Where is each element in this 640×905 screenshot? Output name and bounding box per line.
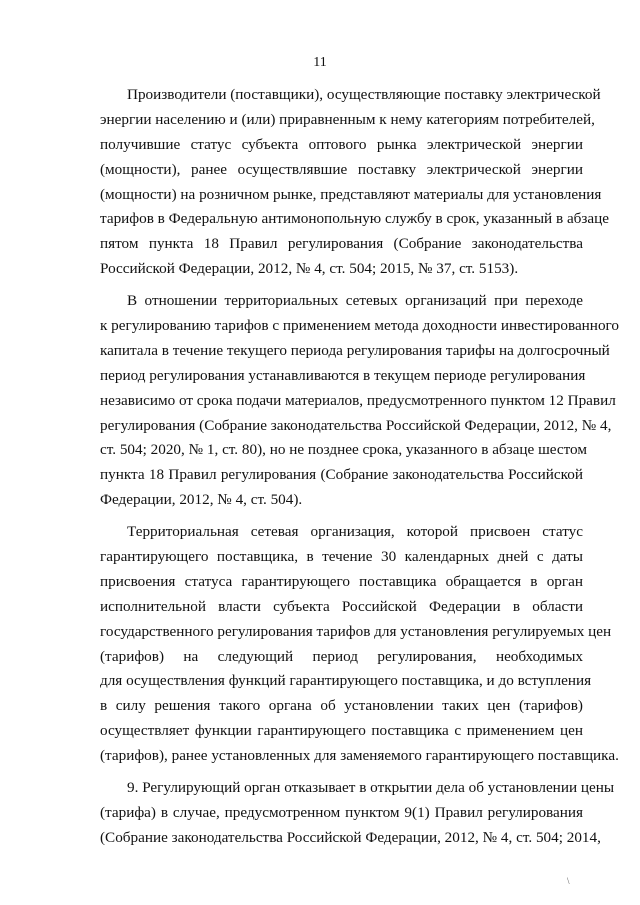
- text-line: к регулированию тарифов с применением метода доходности инвестированного: [100, 317, 619, 335]
- text-line: осуществляет функции гарантирующего поставщика с применением цен: [100, 722, 583, 740]
- text-line: капитала в течение текущего периода регулирования тарифы на долгосрочный: [100, 341, 610, 359]
- text-line: В отношении территориальных сетевых организаций при переходе: [127, 292, 583, 310]
- text-line: присвоения статуса гарантирующего поставщика обращается в орган: [100, 572, 583, 590]
- text-line: ст. 504; 2020, № 1, ст. 80), но не позднее срока, указанного в абзаце шестом: [100, 441, 587, 459]
- text-line: 9. Регулирующий орган отказывает в открытии дела об установлении цены: [127, 779, 615, 797]
- text-line: (мощности), ранее осуществлявшие поставку электрической энергии: [100, 160, 583, 178]
- text-line: Российской Федерации, 2012, № 4, ст. 504; 2015, № 37, ст. 5153).: [100, 260, 519, 278]
- text-line: государственного регулирования тарифов для установления регулируемых цен: [100, 622, 612, 640]
- text-line: период регулирования устанавливаются в текущем периоде регулирования: [100, 366, 586, 384]
- text-line: (Собрание законодательства Российской Федерации, 2012, № 4, ст. 504; 2014,: [100, 828, 601, 846]
- text-line: пятом пункта 18 Правил регулирования (Собрание законодательства: [100, 235, 583, 253]
- text-line: независимо от срока подачи материалов, предусмотренного пунктом 12 Правил: [100, 391, 616, 409]
- text-line: Территориальная сетевая организация, которой присвоен статус: [127, 523, 583, 541]
- text-line: Федерации, 2012, № 4, ст. 504).: [100, 491, 303, 509]
- text-line: гарантирующего поставщика, в течение 30 календарных дней с даты: [100, 548, 583, 566]
- text-line: для осуществления функций гарантирующего поставщика, и до вступления: [100, 672, 592, 690]
- document-body: [100, 83, 619, 851]
- text-line: энергии населению и (или) приравненным к нему категориям потребителей,: [100, 110, 595, 128]
- text-line: исполнительной власти субъекта Российской Федерации в области: [100, 597, 583, 615]
- paragraph-gap: [100, 282, 583, 289]
- scan-mark: \: [567, 876, 570, 886]
- text-line: (тарифа) в случае, предусмотренном пунктом 9(1) Правил регулирования: [100, 803, 583, 821]
- text-line: (тарифов) на следующий период регулирования, необходимых: [100, 647, 583, 665]
- paragraph-gap: [100, 513, 583, 520]
- text-line: регулирования (Собрание законодательства Российской Федерации, 2012, № 4,: [100, 416, 612, 434]
- paragraph-guaranteeing-supplier: [100, 520, 619, 769]
- paragraph-item-9: [100, 776, 615, 851]
- paragraph-territorial-networks: [100, 289, 619, 513]
- text-line: получившие статус субъекта оптового рынка электрической энергии: [100, 135, 583, 153]
- text-line: в силу решения такого органа об установлении таких цен (тарифов): [100, 697, 583, 715]
- text-line: тарифов в Федеральную антимонопольную службу в срок, указанный в абзаце: [100, 210, 610, 228]
- text-line: Производители (поставщики), осуществляющие поставку электрической: [127, 86, 601, 103]
- page-number: 11: [313, 55, 327, 70]
- text-line: (тарифов), ранее установленных для заменяемого гарантирующего поставщика.: [100, 747, 619, 765]
- text-line: пункта 18 Правил регулирования (Собрание законодательства Российской: [100, 466, 583, 484]
- paragraph-gap: [100, 769, 583, 776]
- text-line: (мощности) на розничном рынке, представляют материалы для установления: [100, 185, 602, 203]
- paragraph-producers: [100, 83, 610, 282]
